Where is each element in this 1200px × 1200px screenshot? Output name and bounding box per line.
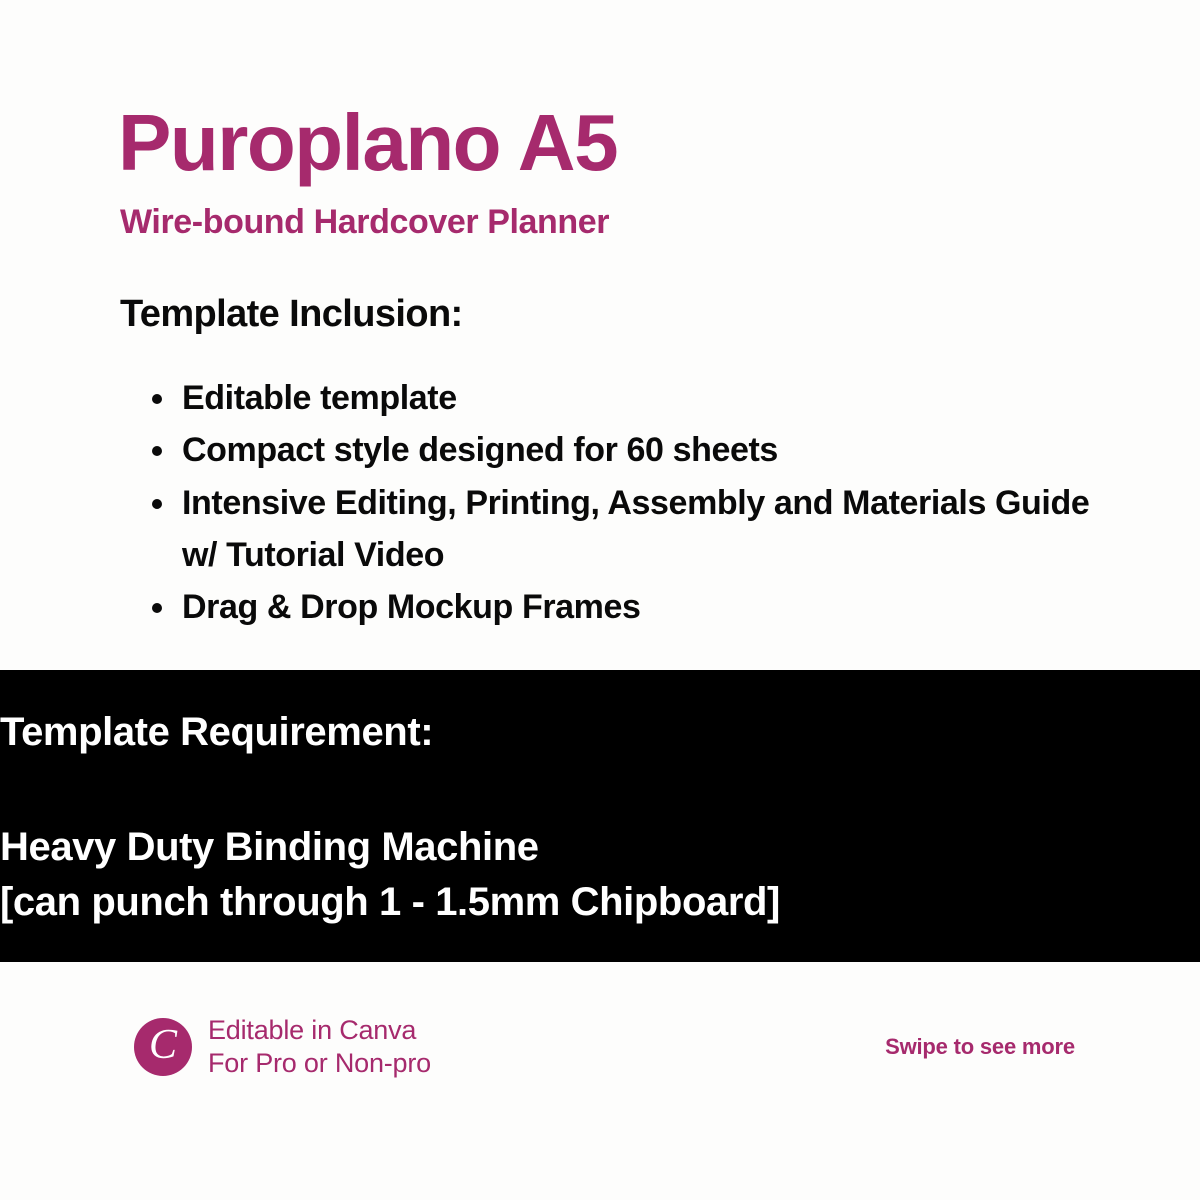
requirement-heading: Template Requirement: (0, 710, 434, 754)
bullet-icon (152, 394, 162, 404)
page-title: Puroplano A5 (118, 98, 618, 187)
bullet-icon (152, 499, 162, 509)
canva-logo-icon (134, 1018, 192, 1076)
list-item (150, 477, 1110, 582)
inclusion-list (150, 372, 1110, 634)
list-item (150, 372, 1110, 424)
inclusion-heading: Template Inclusion: (120, 293, 463, 335)
bullet-icon (152, 446, 162, 456)
requirement-line-1: Heavy Duty Binding Machine (0, 825, 539, 869)
list-item-label: Drag & Drop Mockup Frames (182, 588, 641, 627)
canva-badge-text (208, 1014, 431, 1080)
list-item-label: Editable template (182, 379, 457, 417)
requirement-body (0, 820, 1200, 930)
canva-badge-line-1: Editable in Canva (208, 1015, 417, 1045)
canva-badge-line-2: For Pro or Non-pro (208, 1047, 431, 1078)
canva-badge (134, 1014, 431, 1080)
requirement-line-2: [can punch through 1 - 1.5mm Chipboard] (0, 880, 780, 925)
swipe-hint: Swipe to see more (885, 1034, 1075, 1059)
list-item (150, 581, 1110, 633)
list-item (150, 424, 1110, 476)
canva-logo-letter: C (148, 1021, 177, 1068)
footer (0, 962, 1200, 1200)
page-subtitle: Wire-bound Hardcover Planner (120, 203, 610, 241)
list-item-label: Intensive Editing, Printing, Assembly and Materials Guide w/ Tutorial Video (182, 483, 1090, 575)
list-item-label: Compact style designed for 60 sheets (182, 431, 778, 470)
bullet-icon (152, 603, 162, 613)
